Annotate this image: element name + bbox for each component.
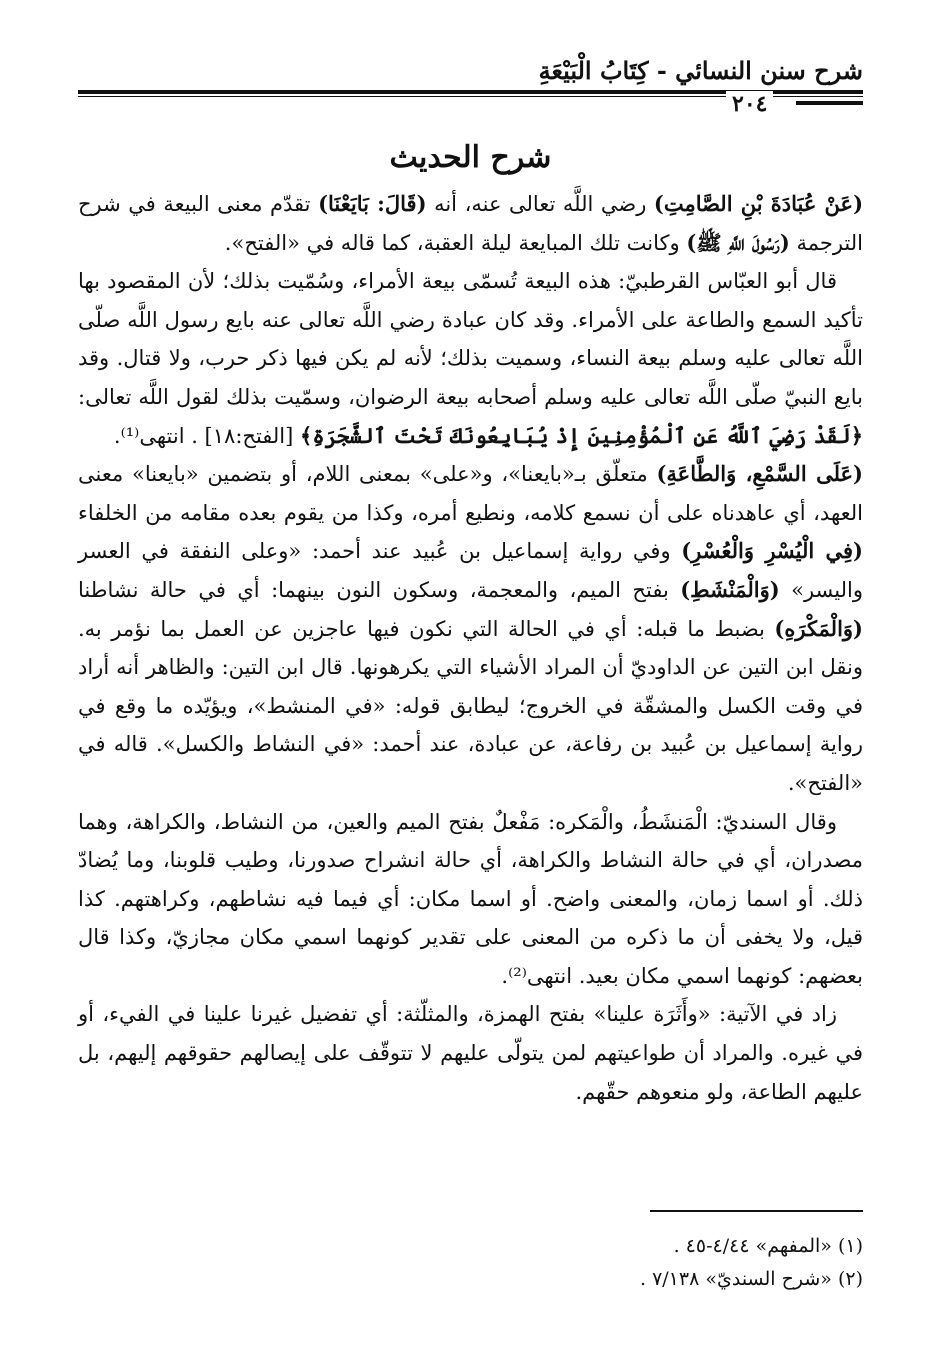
page-number-rule <box>796 101 863 105</box>
commentary-text: وكانت تلك المبايعة ليلة العقبة، كما قاله في «الفتح». <box>224 230 687 255</box>
running-header <box>78 52 863 92</box>
hadith-quote: (عَنْ عُبَادَةَ بْنِ الصَّامِتِ) <box>653 191 864 216</box>
page-number: ٢٠٤ <box>726 91 773 117</box>
hadith-quote: (رَسُولَ اللَّهِ ﷺ) <box>686 229 790 255</box>
commentary-text: قال أبو العبّاس القرطبيّ: هذه البيعة تُسمّى بيعة الأمراء، وسُمّيت بذلك؛ لأن المقصود بها تأكيد السمع والطاعة على الأمراء. وقد كان عبادة رضي اللَّه تعالى عنه بايع رسول اللَّه صلّى اللَّه تعالى عليه وسلم بيعة النساء، وسميت بذلك؛ لأنه لم يكن فيها ذكر حرب، ولا قتال. وقد بايع النبيّ صلّى اللَّه تعالى عليه وسلم أصحابه بيعة الرضوان، وسمّيت بذلك لقول اللَّه تعالى: <box>78 269 863 409</box>
footnotes <box>78 1230 863 1296</box>
hadith-quote: (وَالْمَنْشَطِ) <box>680 576 780 602</box>
running-header-title: شرح سنن النسائي - كِتَابُ الْبَيْعَةِ <box>538 56 863 85</box>
paragraph-1 <box>78 185 863 262</box>
page-number-row <box>708 91 863 117</box>
footnote-2: (٢) «شرح السنديّ» ٧/١٣٨ . <box>639 1268 863 1290</box>
hadith-quote: (وَالْمَكْرَهِ) <box>774 615 863 641</box>
paragraph-3 <box>78 455 863 802</box>
footnote-1: (١) «المفهم» ٤/٤٤-٤٥ . <box>673 1235 863 1257</box>
paragraph-4 <box>78 803 863 996</box>
commentary-text: متعلّق بـ«بايعنا»، و«على» بمعنى اللام، أو بتضمين «بايعنا» معنى العهد، أي عاهدناه على أن نسمع كلامه، ونطيع أمره، وكذا من يقوم بعده مقامه من الخلفاء <box>78 462 863 525</box>
paragraph-2 <box>78 262 863 455</box>
footnote-separator <box>650 1210 863 1212</box>
hadith-quote: (قَالَ: بَايَعْنَا) <box>318 191 427 216</box>
commentary-text: زاد في الآتية: «وأَثَرَة علينا» بفتح الهمزة، والمثلّثة: أي تفضيل غيرنا علينا في الفيء، أو في غيره. والمراد أن طواعيتهم لمن يتولّى عليهم لا تتوقّف على إيصالهم حقوقهم إليهم، بل عليهم الطاعة، ولو منعوهم حقّهم. <box>78 1002 863 1104</box>
hadith-quote: (عَلَى السَّمْعِ، وَالطَّاعَةِ) <box>656 461 863 487</box>
commentary-text: [الفتح:١٨] . انتهى⁽¹⁾. <box>113 423 301 448</box>
commentary-text: بضبط ما قبله: أي في الحالة التي نكون فيها عاجزين عن العمل بما نؤمر به. ونقل ابن التين عن الداوديّ أن المراد الأشياء التي يكرهونها. قال ابن التين: والظاهر أنه أراد في وقت الكسل والمشقّة في الخروج؛ ليطابق قوله: «في المنشط»، ويؤيّده ما وقع في رواية إسماعيل بن عُبيد بن رفاعة، عن عبادة، عند أحمد: «في النشاط والكسل». قاله في «الفتح». <box>78 616 863 795</box>
commentary-text: تقدّم معنى البيعة في شرح الترجمة <box>78 192 863 255</box>
commentary-text: وقال السنديّ: الْمَنشَطُ، والْمَكره: مَفْعلٌ بفتح الميم والعين، من النشاط، والكراهة، وهما مصدران، أي في حالة النشاط والكراهة، أي حالة انشراح صدورنا، وطيب قلوبنا، وما يُضادّ ذلك. أو اسما زمان، والمعنى واضح. أو اسما مكان: أي فيما فيه نشاطهم، وكراهتهم. كذا قيل، ولا يخفى أن ما ذكره من المعنى على تقدير كونهما اسمي مكان مجازيّ، وكذا قال بعضهم: كونهما اسمي مكان بعيد. انتهى⁽²⁾. <box>78 809 863 988</box>
commentary-text: وفي رواية إسماعيل بن عُبيد عند أحمد: «وعلى النفقة في العسر واليسر» <box>78 539 863 602</box>
body-text <box>78 185 863 1111</box>
commentary-text: رضي اللَّه تعالى عنه، أنه <box>426 192 654 216</box>
section-heading: شرح الحديث <box>389 140 552 175</box>
hadith-quote: (فِي الْيُسْرِ وَالْعُسْرِ) <box>681 538 863 564</box>
quran-verse: ﴿لَقَدْ رَضِيَ ٱللَّهُ عَنِ ٱلْمُؤْمِنِينَ إِذْ يُبَايِعُونَكَ تَحْتَ ٱلشَّجَرَةِ﴾ <box>300 422 863 448</box>
commentary-text: بفتح الميم، والمعجمة، وسكون النون بينهما: أي في حالة نشاطنا <box>78 577 681 602</box>
paragraph-5 <box>78 995 863 1111</box>
